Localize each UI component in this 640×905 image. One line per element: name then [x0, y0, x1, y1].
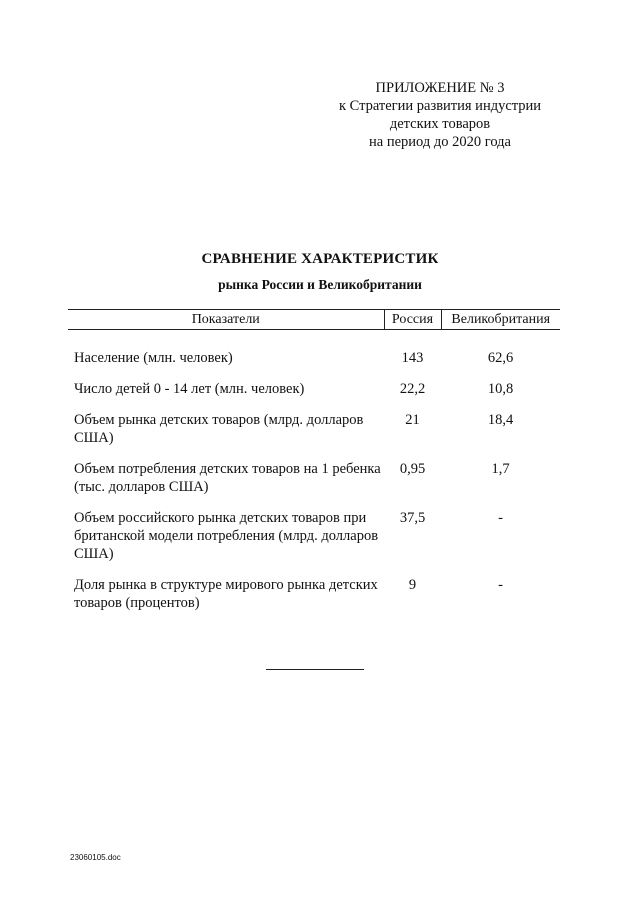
russia-value: 9	[408, 577, 417, 593]
uk-value: -	[498, 577, 503, 593]
russia-value: 22,2	[399, 381, 426, 397]
row-label: Объем российского рынка детских товаров при британской модели потребления (млрд. долларов США)	[74, 510, 379, 562]
table-row	[68, 576, 560, 625]
uk-value: 10,8	[487, 381, 514, 397]
document-title: СРАВНЕНИЕ ХАРАКТЕРИСТИК	[201, 251, 439, 267]
appendix-number: ПРИЛОЖЕНИЕ № 3	[375, 80, 505, 96]
russia-value: 143	[401, 350, 424, 366]
header-indicators: Показатели	[68, 310, 384, 330]
row-label: Объем рынка детских товаров (млрд. долларов США)	[74, 412, 364, 446]
russia-value: 0,95	[399, 461, 426, 477]
row-label: Число детей 0 - 14 лет (млн. человек)	[74, 381, 305, 397]
table-row	[68, 460, 560, 509]
russia-value: 21	[405, 412, 420, 428]
appendix-period: на период до 2020 года	[369, 134, 511, 150]
header-russia: Россия	[384, 310, 441, 330]
closing-divider	[266, 669, 364, 670]
table-row	[68, 411, 560, 460]
row-label: Объем потребления детских товаров на 1 ребенка (тыс. долларов США)	[74, 461, 381, 495]
table-row	[68, 330, 560, 381]
table-row	[68, 509, 560, 576]
uk-value: 62,6	[487, 350, 514, 366]
table-row	[68, 380, 560, 411]
row-label: Население (млн. человек)	[74, 350, 233, 366]
row-label: Доля рынка в структуре мирового рынка детских товаров (процентов)	[74, 577, 378, 611]
file-name-footer: 23060105.doc	[70, 853, 121, 862]
table-header-row	[68, 310, 560, 330]
uk-value: 1,7	[491, 461, 510, 477]
appendix-reference: к Стратегии развития индустрии	[338, 98, 542, 114]
comparison-table	[68, 309, 560, 625]
russia-value: 37,5	[399, 510, 426, 526]
document-subtitle: рынка России и Великобритании	[218, 277, 422, 292]
header-uk: Великобритания	[441, 310, 560, 330]
uk-value: 18,4	[487, 412, 514, 428]
appendix-header	[318, 79, 562, 151]
uk-value: -	[498, 510, 503, 526]
appendix-subject: детских товаров	[389, 116, 491, 132]
comparison-table-container	[68, 309, 560, 625]
